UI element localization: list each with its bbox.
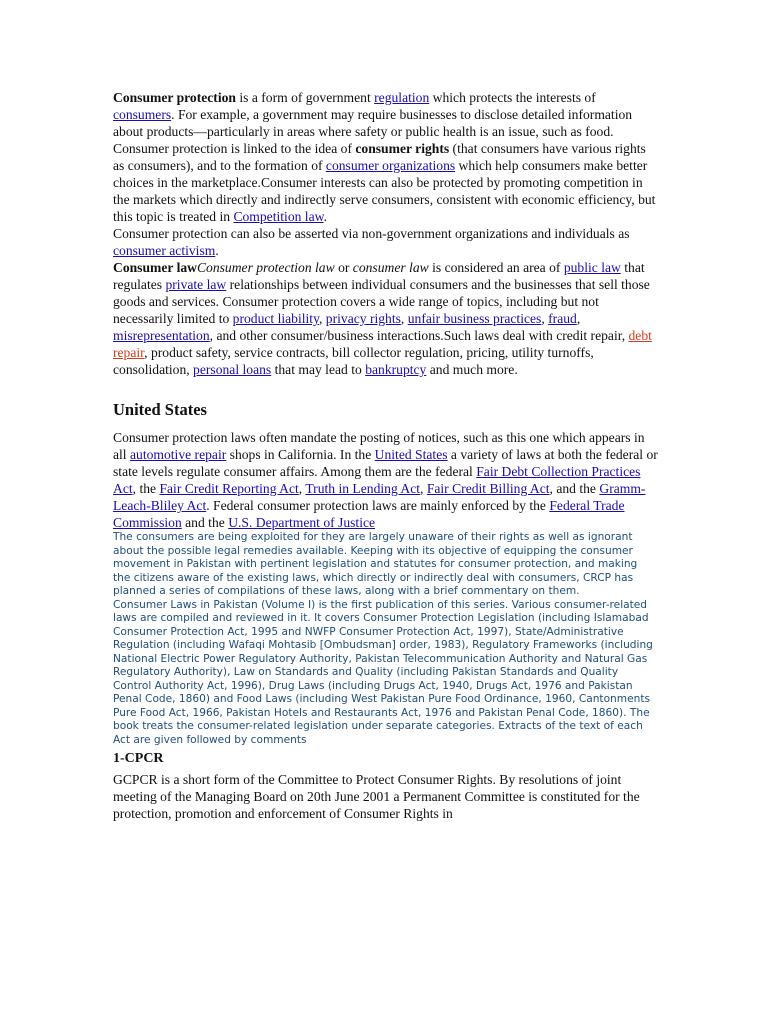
heading-cpcr: 1-CPCR (113, 751, 164, 766)
link-united-states[interactable]: United States (374, 447, 448, 462)
link-fcra[interactable]: Fair Credit Reporting Act (159, 481, 299, 496)
paragraph-consumer-protection: Consumer protection is a form of government regulation which protects the interests of consumers. For example, a government may require businesses to disclose detailed information about products—particularly in areas where safety or public health is an issue, such as food. Consumer protection is linked to the idea of consumer rights (that consumers have various rights as consumers), and to the formation of consumer organizations which help consumers make better choices in the marketplace.Consumer interests can also be protected by promoting competition in the markets which directly and indirectly serve consumers, consistent with economic efficiency, but this topic is treated in Competition law. (113, 90, 656, 224)
paragraph-consumer-activism: Consumer protection can also be asserted via non-government organizations and individuals as consumer activism. (113, 226, 630, 258)
link-debt-repair[interactable]: debt repair (113, 328, 652, 360)
link-consumer-activism[interactable]: consumer activism (113, 243, 216, 258)
link-us-department-of-justice[interactable]: U.S. Department of Justice (228, 515, 376, 530)
link-misrepresentation[interactable]: misrepresentation (113, 328, 210, 343)
link-truth-in-lending-act[interactable]: Truth in Lending Act (305, 481, 421, 496)
paragraph-gcpcr: GCPCR is a short form of the Committee to Protect Consumer Rights. By resolutions of joint meeting of the Managing Board on 20th June 2001 a Permanent Committee is constituted for the protection, promotion and enforcement of Consumer Rights in (113, 772, 640, 821)
link-bankruptcy[interactable]: bankruptcy (365, 362, 427, 377)
link-fdcpa[interactable]: Fair Debt Collection Practices Act (113, 464, 641, 496)
link-regulation[interactable]: regulation (374, 90, 430, 105)
link-fraud[interactable]: fraud (548, 311, 577, 326)
link-gramm-leach-bliley-act[interactable]: Gramm-Leach-Bliley Act (113, 481, 646, 513)
bold-term: Consumer protection (113, 90, 236, 105)
bold-term: consumer rights (355, 141, 450, 156)
link-fair-credit-billing-act[interactable]: Fair Credit Billing Act (426, 481, 550, 496)
link-product-liability[interactable]: product liability (232, 311, 319, 326)
link-consumer-organizations[interactable]: consumer organizations (325, 158, 456, 173)
link-public-law[interactable]: public law (563, 260, 621, 275)
paragraph-united-states: Consumer protection laws often mandate the posting of notices, such as this one which appears in all automotive repair shops in California. In the United States a variety of laws at both the federal or state levels regulate consumer affairs. Among them are the federal Fair Debt Collection Practices Act, the Fair Credit Reporting Act, Truth in Lending Act, Fair Credit Billing Act, and the Gramm-Leach-Bliley Act. Federal consumer protection laws are mainly enforced by the Federal Trade Commission and the U.S. Department of Justice (113, 430, 658, 530)
link-privacy-rights[interactable]: privacy rights (325, 311, 401, 326)
link-automotive-repair[interactable]: automotive repair (130, 447, 227, 462)
paragraph-consumer-law: Consumer lawConsumer protection law or consumer law is considered an area of public law that regulates private law relationships between individual consumers and the businesses that sell those goods and services. Consumer protection covers a wide range of topics, including but not necessarily limited to product liability, privacy rights, unfair business practices, fraud, misrepresentation, and other consumer/business interactions.Such laws deal with credit repair, debt repair, product safety, service contracts, bill collector regulation, pricing, utility turnoffs, consolidation, personal loans that may lead to bankruptcy and much more. (113, 260, 652, 377)
link-federal-trade-commission[interactable]: Federal Trade Commission (113, 498, 625, 530)
heading-united-states: United States (113, 400, 207, 419)
link-competition-law[interactable]: Competition law (233, 209, 324, 224)
bold-term: Consumer law (113, 260, 197, 275)
link-personal-loans[interactable]: personal loans (193, 362, 272, 377)
paragraph-consumer-laws-pakistan: Consumer Laws in Pakistan (Volume I) is the first publication of this series. Various consumer-related laws are compiled and reviewed in it. It covers Consumer Protection Legislation (including Islamabad Consumer Protection Act, 1995 and NWFP Consumer Protection Act, 1997), State/Administrative Regulation (including Wafaqi Mohtasib [Ombudsman] order, 1983), Regulatory Frameworks (including National Electric Power Regulatory Authority, Pakistan Telecommunication Authority and Natural Gas Regulatory Authority), Law on Standards and Quality (including Pakistan Standards and Quality Control Authority Act, 1996), Drug Laws (including Drugs Act, 1940, Drugs Act, 1976 and Pakistan Penal Code, 1860) and Food Laws (including West Pakistan Pure Food Ordinance, 1960, Cantonments Pure Food Act, 1966, Pakistan Hotels and Restaurants Act, 1976 and Pakistan Penal Code, 1860). The book treats the consumer-related legislation under separate categories. Extracts of the text of each Act are given followed by comments (113, 598, 653, 746)
paragraph-crcp-intro: The consumers are being exploited for they are largely unaware of their rights as well as ignorant about the possible legal remedies available. Keeping with its objective of equipping the consumer movement in Pakistan with pertinent legislation and statutes for consumer protection, and making the citizens aware of the existing laws, which directly or indirectly deal with consumers, CRCP has planned a series of compilations of these laws, along with a brief commentary on them. (113, 531, 638, 597)
link-consumers[interactable]: consumers (113, 107, 172, 122)
document-body (113, 89, 658, 822)
link-private-law[interactable]: private law (165, 277, 227, 292)
link-unfair-business-practices[interactable]: unfair business practices (407, 311, 542, 326)
